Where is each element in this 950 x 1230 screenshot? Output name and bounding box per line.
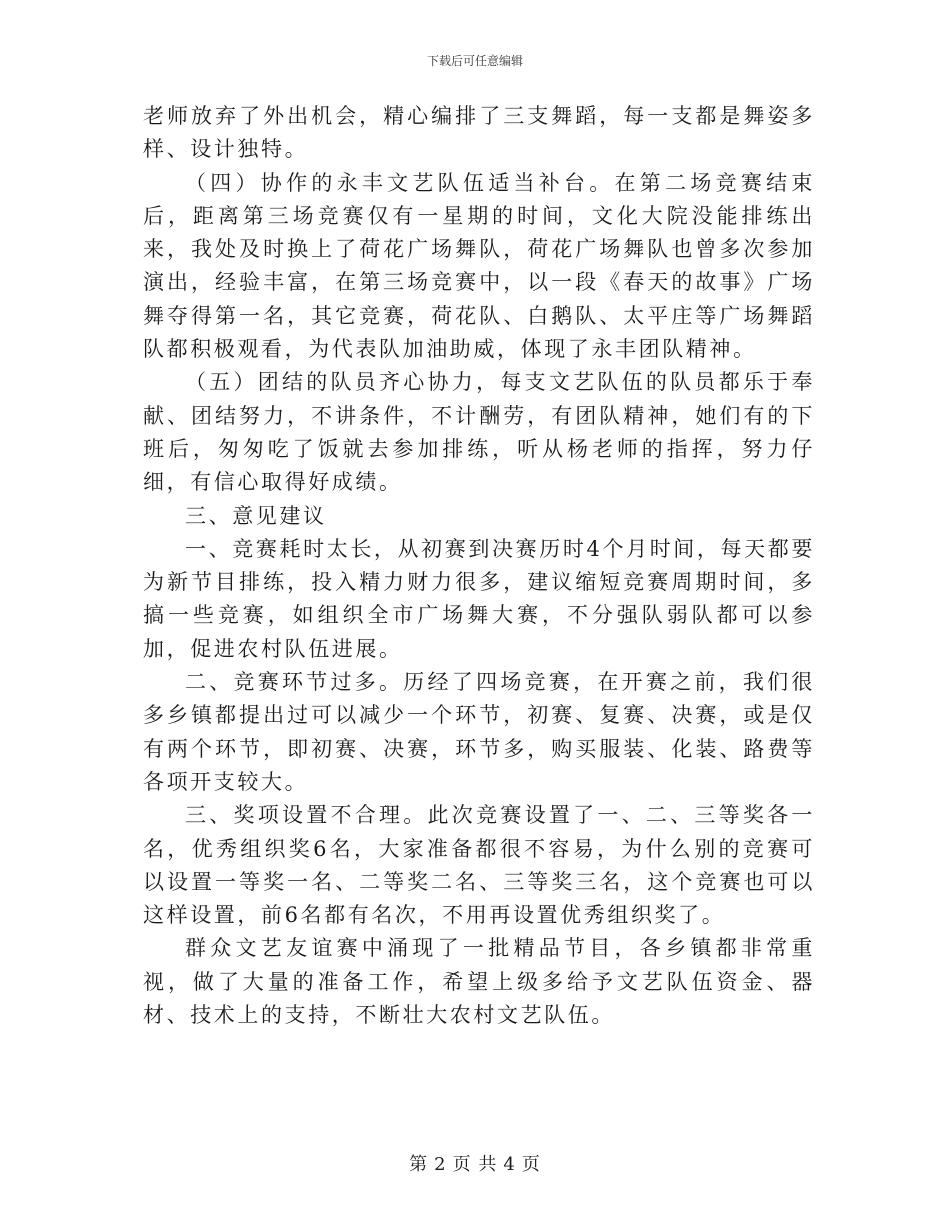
page-footer bbox=[0, 1153, 950, 1177]
page-header: 下载后可任意编辑 bbox=[426, 54, 523, 68]
paragraph-section-4: （四）协作的永丰文艺队伍适当补台。在第二场竞赛结束后，距离第三场竞赛仅有一星期的时间，文化大院没能排练出来，我处及时换上了荷花广场舞队，荷花广场舞队也曾多次参加演出，经验丰富，在第三场竞赛中，以一段《春天的故事》广场舞夺得第一名，其它竞赛，荷花队、白鹅队、太平庄等广场舞蹈队都积极观看，为代表队加油助威，体现了永丰团队精神。 bbox=[143, 170, 815, 362]
document-body bbox=[143, 100, 815, 1032]
footer-middle: 页 共 bbox=[452, 1154, 498, 1175]
section-heading-suggestions: 三、意见建议 bbox=[185, 503, 327, 528]
page-total: 4 bbox=[503, 1154, 516, 1175]
paragraph-suggestion-2: 二、竞赛环节过多。历经了四场竞赛，在开赛之前，我们很多乡镇都提出过可以减少一个环节，初赛、复赛、决赛，或是仅有两个环节，即初赛、决赛，环节多，购买服装、化装、路费等各项开支较大。 bbox=[143, 670, 815, 794]
paragraph-suggestion-3: 三、奖项设置不合理。此次竞赛设置了一、二、三等奖各一名，优秀组织奖6名，大家准备都很不容易，为什么别的竞赛可以设置一等奖一名、二等奖二名、三等奖三名，这个竞赛也可以这样设置，前6名都有名次，不用再设置优秀组织奖了。 bbox=[143, 803, 815, 928]
footer-suffix: 页 bbox=[521, 1154, 541, 1175]
paragraph-section-5: （五）团结的队员齐心协力，每支文艺队伍的队员都乐于奉献、团结努力，不讲条件，不计酬劳，有团队精神，她们有的下班后，匆匆吃了饭就去参加排练，听从杨老师的指挥，努力仔细，有信心取得好成绩。 bbox=[143, 370, 815, 495]
footer-prefix: 第 bbox=[409, 1154, 429, 1175]
paragraph-conclusion: 群众文艺友谊赛中涌现了一批精品节目，各乡镇都非常重视，做了大量的准备工作，希望上级多给予文艺队伍资金、器材、技术上的支持，不断壮大农村文艺队伍。 bbox=[143, 936, 815, 1028]
paragraph-continued: 老师放弃了外出机会，精心编排了三支舞蹈，每一支都是舞姿多样、设计独特。 bbox=[143, 104, 815, 162]
page-number: 2 bbox=[434, 1154, 447, 1175]
paragraph-suggestion-1: 一、竞赛耗时太长，从初赛到决赛历时4个月时间，每天都要为新节目排练，投入精力财力很多，建议缩短竞赛周期时间，多搞一些竞赛，如组织全市广场舞大赛，不分强队弱队都可以参加，促进农村队伍进展。 bbox=[143, 536, 815, 661]
